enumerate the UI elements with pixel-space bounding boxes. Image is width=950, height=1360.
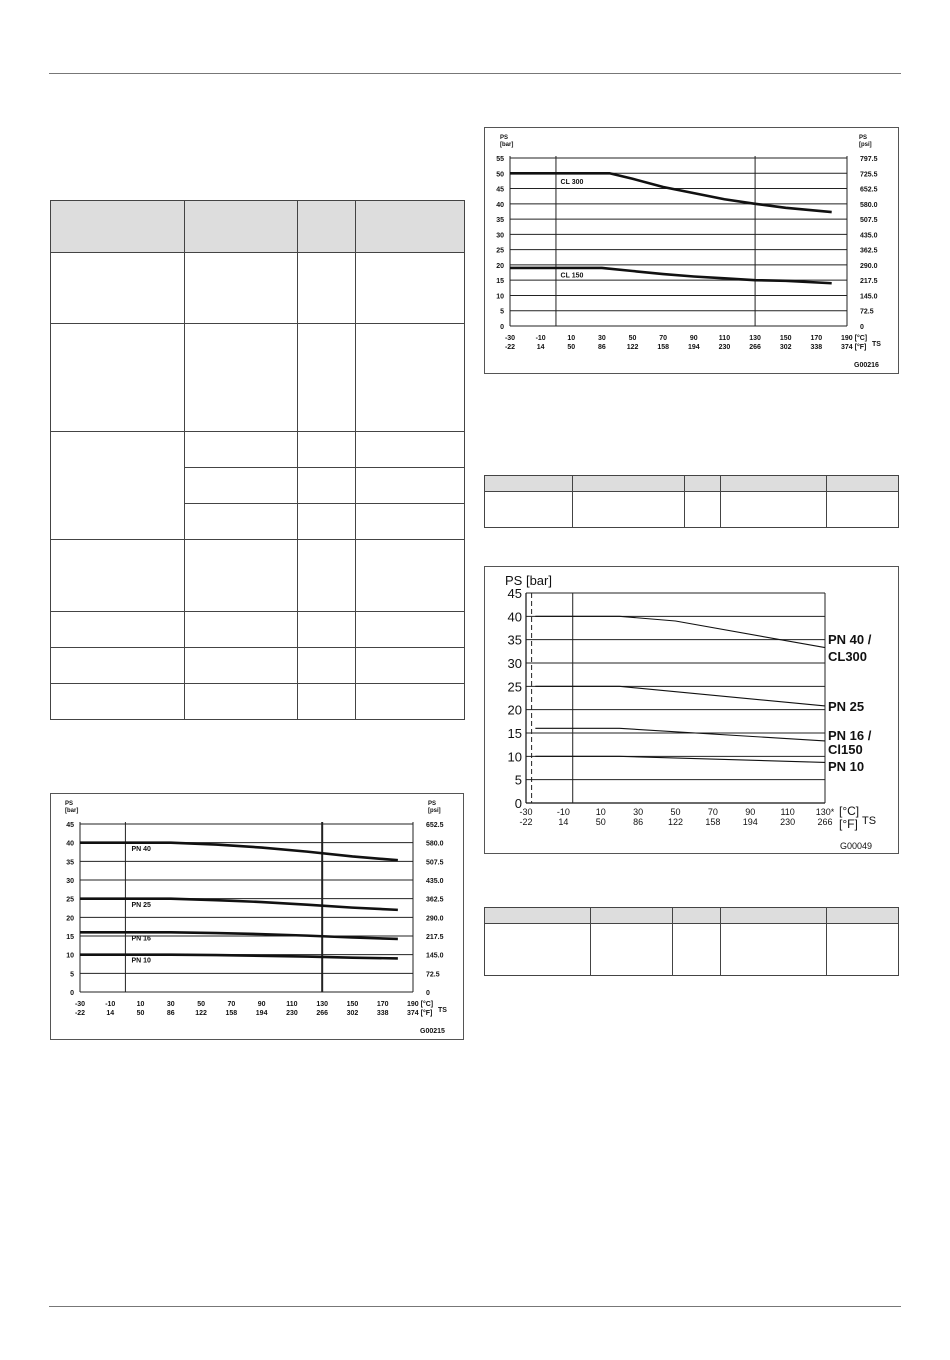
x-tick-label-f: 230 [780, 817, 796, 827]
table-cell [185, 504, 298, 540]
table-header-cell [485, 476, 573, 492]
y-tick-label-left: 10 [496, 293, 504, 301]
table-cell [51, 648, 185, 684]
x-tick-label-f: 338 [810, 344, 823, 351]
table-header-cell [685, 476, 721, 492]
series-label: PN 16 / [828, 728, 872, 743]
table-cell [298, 684, 356, 720]
y-tick-label-left: 45 [496, 186, 504, 194]
x-tick-label-f: 194 [742, 817, 758, 827]
table-row [485, 492, 899, 528]
x-tick-label-f: 266 [316, 1010, 329, 1017]
y-axis-label-right: PS [psi] [428, 801, 441, 814]
x-tick-label-c: 170 [810, 335, 823, 342]
x-tick-label-f: 338 [376, 1010, 389, 1017]
table-header-cell [51, 201, 185, 253]
y-tick-label-right: 145.0 [860, 293, 878, 301]
table-header-cell [573, 476, 685, 492]
table-header-cell [485, 908, 591, 924]
y-tick-label-left: 50 [496, 171, 504, 179]
table-cell [827, 924, 899, 976]
y-tick-label-right: 507.5 [426, 859, 444, 867]
table-cell [185, 324, 298, 432]
series-label: CL 300 [560, 178, 584, 186]
series-label: PN 25 [131, 901, 151, 909]
x-tick-label-f: 302 [346, 1010, 359, 1017]
table-cell [356, 432, 465, 468]
y-tick-label: 40 [507, 609, 522, 625]
y-tick-label-right: 652.5 [426, 822, 444, 829]
x-tick-label-c: 130* [815, 807, 835, 817]
x-tick-label-c: 130 [749, 335, 761, 342]
x-tick-label-f: 50 [595, 817, 606, 827]
small-table-2 [484, 907, 899, 976]
y-tick-label-left: 40 [66, 840, 74, 848]
table-cell [51, 540, 185, 612]
y-tick-label: 45 [507, 586, 522, 601]
y-tick-label-left: 5 [70, 971, 74, 979]
table-cell [298, 468, 356, 504]
x-tick-label-f: 194 [687, 344, 700, 351]
series-label: PN 16 [131, 935, 151, 943]
table-header-row [51, 201, 465, 253]
y-tick-label-left: 35 [496, 217, 504, 225]
y-tick-label-right: 72.5 [860, 308, 874, 316]
x-tick-label-f: 374 [°F] [407, 1010, 433, 1017]
x-tick-label-f: 374 [°F] [841, 344, 867, 351]
x-tick-label-f: -22 [519, 817, 533, 827]
x-tick-label-f: 50 [567, 344, 576, 351]
y-tick-label-left: 0 [70, 990, 74, 997]
y-tick-label: 10 [507, 749, 522, 765]
x-tick-label-f: 266 [817, 817, 833, 827]
header-rule [49, 73, 901, 74]
x-tick-label-f: 86 [598, 344, 606, 351]
y-tick-label-right: 797.5 [860, 156, 878, 163]
y-tick-label-left: 15 [66, 934, 74, 941]
table-cell [356, 324, 465, 432]
series-label: PN 40 [131, 845, 151, 853]
y-tick-label: 25 [507, 679, 522, 695]
table-cell [673, 924, 721, 976]
x-tick-label-c: 130 [316, 1001, 329, 1008]
x-tick-label-c: 90 [257, 1001, 266, 1008]
table-row [51, 612, 465, 648]
figure-code: G00049 [840, 841, 873, 851]
x-tick-label-c: 190 [°C] [407, 1001, 434, 1008]
chart-pn-dual-frame [50, 793, 464, 1040]
table-cell [356, 253, 465, 324]
x-tick-label-c: -30 [519, 807, 533, 817]
y-tick-label-right: 362.5 [426, 896, 444, 904]
table-cell [827, 492, 899, 528]
x-tick-label-f: 86 [633, 817, 644, 827]
x-tick-label-c: 50 [197, 1001, 205, 1008]
y-tick-label-left: 30 [66, 878, 74, 885]
table-row [485, 924, 899, 976]
table-cell [185, 612, 298, 648]
table-cell [298, 648, 356, 684]
table-header-cell [827, 908, 899, 924]
table-cell [298, 253, 356, 324]
spec-table [50, 200, 465, 720]
table-header-row [485, 908, 899, 924]
x-tick-label-c: 150 [779, 335, 792, 342]
x-tick-label-f: 86 [166, 1010, 175, 1017]
x-tick-label-c: 70 [659, 335, 668, 342]
y-tick-label: 30 [507, 656, 522, 671]
x-tick-label-c: 50 [670, 807, 681, 817]
series-line [80, 899, 398, 910]
chart-cl [485, 128, 898, 373]
table-cell [298, 324, 356, 432]
table-row [51, 684, 465, 720]
x-unit-f: [°F] [839, 817, 858, 831]
series-line [535, 686, 825, 706]
series-line [535, 756, 825, 762]
y-axis-label-right: PS [psi] [859, 135, 872, 148]
y-tick-label-right: 362.5 [860, 247, 878, 255]
series-line [535, 616, 825, 647]
y-tick-label-right: 217.5 [426, 934, 444, 941]
x-tick-label-f: 302 [779, 344, 792, 351]
table-cell [356, 612, 465, 648]
y-tick-label: 0 [514, 796, 522, 811]
x-axis-label: TS [872, 341, 881, 348]
y-tick-label-left: 0 [500, 324, 504, 331]
x-tick-label-c: 30 [633, 807, 644, 817]
x-tick-label-f: 122 [626, 344, 639, 351]
y-tick-label-left: 25 [496, 247, 504, 255]
x-tick-label-c: 30 [166, 1001, 175, 1008]
x-tick-label-c: 110 [286, 1001, 298, 1008]
table-cell [356, 468, 465, 504]
series-label: CL 150 [560, 272, 584, 280]
table-cell [51, 432, 185, 540]
x-tick-label-f: 230 [286, 1010, 298, 1017]
table-cell [185, 468, 298, 504]
y-axis-label-left: PS [bar] [500, 135, 514, 148]
table-row [51, 432, 465, 468]
y-tick-label-left: 25 [66, 896, 74, 904]
y-tick-label-right: 435.0 [860, 232, 878, 240]
table-cell [356, 648, 465, 684]
table-row [51, 253, 465, 324]
table-cell [51, 324, 185, 432]
x-tick-label-c: 110 [718, 335, 731, 342]
table-cell [356, 684, 465, 720]
series-line [80, 843, 398, 861]
x-tick-label-c: -30 [504, 335, 516, 342]
series-label: PN 10 [828, 759, 865, 774]
table-header-cell [591, 908, 673, 924]
figure-code: G00216 [854, 362, 879, 369]
table-cell [51, 253, 185, 324]
x-tick-label-f: 50 [136, 1010, 145, 1017]
series-line [510, 173, 832, 212]
table-cell [721, 492, 827, 528]
table-cell [485, 492, 573, 528]
y-tick-label-right: 290.0 [860, 262, 878, 270]
y-tick-label-right: 217.5 [860, 278, 878, 286]
x-tick-label-f: -22 [504, 344, 516, 351]
x-tick-label-f: 158 [657, 344, 670, 351]
y-tick-label-right: 72.5 [426, 971, 440, 979]
x-axis-label: TS [438, 1007, 447, 1014]
y-tick-label-right: 0 [426, 990, 430, 997]
y-tick-label-right: 580.0 [860, 201, 878, 209]
series-line [80, 955, 398, 959]
y-tick-label-left: 20 [496, 262, 504, 270]
y-tick-label-left: 30 [496, 232, 504, 240]
x-tick-label-c: 170 [376, 1001, 389, 1008]
series-label: PN 10 [131, 957, 151, 965]
x-tick-label-c: -10 [105, 1001, 116, 1008]
x-tick-label-f: 14 [558, 817, 569, 827]
series-line [535, 728, 825, 741]
x-tick-label-c: 90 [689, 335, 698, 342]
table-cell [298, 432, 356, 468]
table-cell [185, 540, 298, 612]
x-tick-label-c: 90 [745, 807, 756, 817]
chart-pn-bar [485, 567, 898, 853]
x-tick-label-f: 194 [255, 1010, 268, 1017]
y-tick-label: 20 [507, 702, 522, 718]
y-tick-label-left: 55 [496, 156, 504, 163]
series-label: CL300 [828, 649, 868, 664]
x-tick-label-c: 70 [227, 1001, 236, 1008]
table-cell [51, 612, 185, 648]
table-row [51, 648, 465, 684]
x-tick-label-c: 110 [780, 807, 795, 817]
x-tick-label-f: -22 [74, 1010, 86, 1017]
table-cell [185, 432, 298, 468]
chart-cl-frame [484, 127, 899, 374]
y-tick-label-left: 40 [496, 201, 504, 209]
x-tick-label-c: 10 [567, 335, 576, 342]
x-tick-label-f: 14 [536, 344, 545, 351]
y-tick-label-right: 290.0 [426, 915, 444, 923]
x-tick-label-f: 122 [195, 1010, 207, 1017]
table-cell [298, 504, 356, 540]
y-tick-label-left: 20 [66, 915, 74, 923]
x-tick-label-c: 70 [707, 807, 718, 817]
table-header-cell [721, 908, 827, 924]
x-tick-label-c: -30 [74, 1001, 86, 1008]
footer-rule [49, 1306, 901, 1307]
y-tick-label-right: 435.0 [426, 878, 444, 885]
table-cell [51, 684, 185, 720]
x-tick-label-f: 266 [749, 344, 761, 351]
series-label: Cl150 [828, 742, 863, 757]
figure-code: G00215 [420, 1028, 445, 1035]
y-axis-label-left: PS [bar] [65, 801, 79, 814]
table-cell [356, 540, 465, 612]
x-tick-label-c: -10 [556, 807, 570, 817]
x-tick-label-f: 14 [106, 1010, 115, 1017]
y-tick-label-left: 35 [66, 859, 74, 867]
small-table-1 [484, 475, 899, 528]
x-tick-label-f: 158 [225, 1010, 238, 1017]
y-axis-label: PS [bar] [505, 573, 552, 588]
series-label: PN 25 [828, 699, 865, 714]
table-header-cell [298, 201, 356, 253]
x-tick-label-c: 190 [°C] [841, 335, 868, 342]
table-header-cell [356, 201, 465, 253]
y-tick-label-right: 580.0 [426, 840, 444, 848]
table-cell [298, 540, 356, 612]
table-cell [685, 492, 721, 528]
table-cell [185, 648, 298, 684]
table-header-cell [185, 201, 298, 253]
x-tick-label-c: -10 [535, 335, 546, 342]
x-tick-label-c: 10 [136, 1001, 145, 1008]
table-cell [185, 684, 298, 720]
table-cell [185, 253, 298, 324]
y-tick-label: 5 [514, 772, 522, 788]
y-tick-label-left: 15 [496, 278, 504, 286]
y-tick-label-right: 507.5 [860, 217, 878, 225]
series-line [510, 268, 832, 283]
x-unit-c: [°C] [839, 804, 860, 818]
table-header-cell [673, 908, 721, 924]
y-tick-label-left: 10 [66, 952, 74, 960]
x-tick-label-f: 158 [705, 817, 721, 827]
y-tick-label-right: 652.5 [860, 186, 878, 194]
x-tick-label-f: 122 [667, 817, 684, 827]
x-axis-label: TS [862, 815, 877, 827]
y-tick-label-left: 5 [500, 308, 504, 316]
chart-pn-dual [51, 794, 463, 1039]
table-row [51, 540, 465, 612]
x-tick-label-f: 230 [718, 344, 731, 351]
x-tick-label-c: 10 [595, 807, 606, 817]
table-cell [721, 924, 827, 976]
table-cell [591, 924, 673, 976]
series-label: PN 40 / [828, 632, 872, 647]
table-cell [573, 492, 685, 528]
y-tick-label-right: 725.5 [860, 171, 878, 179]
y-tick-label-right: 145.0 [426, 952, 444, 960]
y-tick-label-right: 0 [860, 324, 864, 331]
table-cell [298, 612, 356, 648]
x-tick-label-c: 30 [598, 335, 606, 342]
y-tick-label-left: 45 [66, 822, 74, 829]
table-header-cell [827, 476, 899, 492]
y-tick-label: 15 [507, 726, 522, 741]
table-header-row [485, 476, 899, 492]
x-tick-label-c: 150 [346, 1001, 359, 1008]
chart-pn-bar-frame [484, 566, 899, 854]
table-cell [356, 504, 465, 540]
table-header-cell [721, 476, 827, 492]
x-tick-label-c: 50 [628, 335, 637, 342]
table-row [51, 324, 465, 432]
table-cell [485, 924, 591, 976]
y-tick-label: 35 [507, 632, 522, 648]
